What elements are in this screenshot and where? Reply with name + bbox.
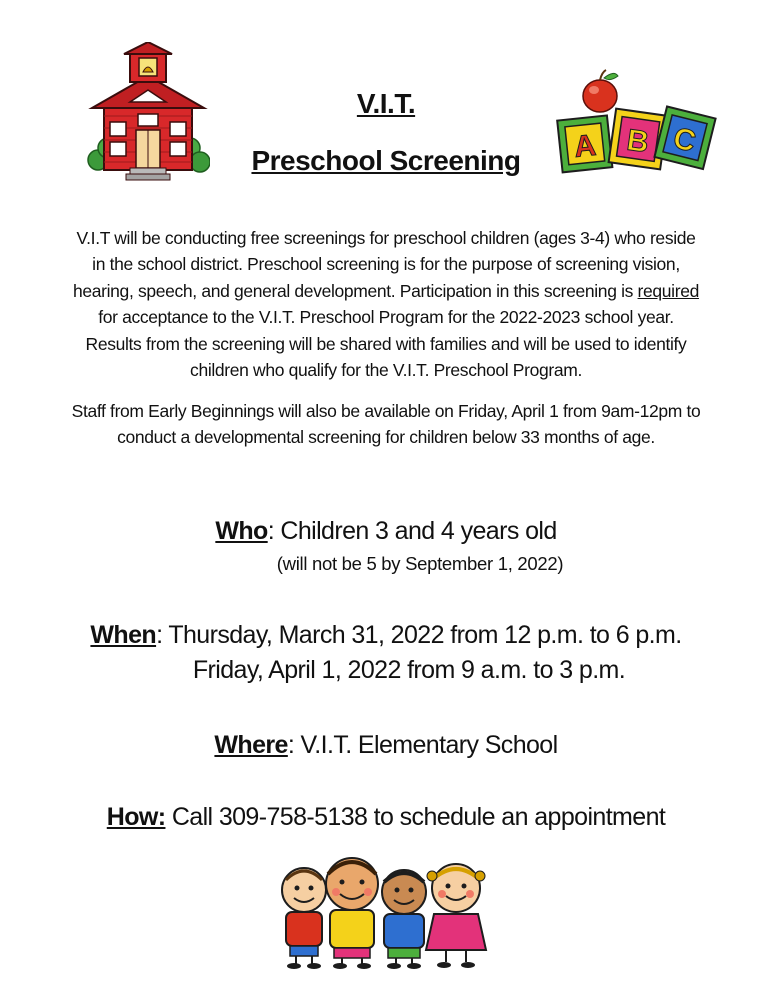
how-value: Call 309-758-5138 to schedule an appointment (165, 803, 666, 831)
when-line-2: Friday, April 1, 2022 from 9 a.m. to 3 p.m. (192, 656, 626, 684)
svg-text:B: B (624, 123, 651, 160)
intro-text-end: for acceptance to the V.I.T. Preschool Program for the 2022-2023 school year. Results from the screening will be shared with families and will be used to identify children who qualify for the V.I.T. Preschool Program. (85, 307, 687, 381)
when-label: When (90, 621, 157, 649)
where-label: Where (214, 731, 288, 759)
svg-text:A: A (572, 128, 598, 164)
who-label: Who (215, 517, 268, 545)
child-red-shirt-icon (282, 868, 326, 969)
who-value: : Children 3 and 4 years old (267, 517, 557, 545)
required-word: required (637, 280, 699, 301)
who-line (0, 517, 772, 546)
child-pink-shirt-icon (426, 864, 486, 968)
child-yellow-shirt-icon (326, 858, 378, 969)
title-line-2: Preschool Screening (251, 145, 521, 176)
child-blue-shirt-icon (382, 870, 426, 969)
when-line-1 (0, 621, 772, 650)
who-note: (will not be 5 by September 1, 2022) (276, 553, 564, 574)
when-value-1: : Thursday, March 31, 2022 from 12 p.m. to 6 p.m. (156, 621, 682, 649)
title-line-1: V.I.T. (356, 88, 416, 119)
intro-text-start: V.I.T will be conducting free screenings for preschool children (ages 3-4) who reside in the school district. Preschool screening is for the purpose of screening vision, hearing, speech, and general development. Participation in this screening is (73, 228, 696, 301)
how-line (0, 803, 772, 832)
where-line (0, 731, 772, 760)
early-beginnings-paragraph: Staff from Early Beginnings will also be available on Friday, April 1 from 9am-12pm to conduct a developmental screening for children below 33 months of age. (71, 401, 701, 448)
how-label: How: (106, 803, 166, 831)
where-value: : V.I.T. Elementary School (287, 731, 558, 759)
intro-paragraph (70, 225, 702, 383)
children-group-icon (272, 852, 504, 970)
svg-text:C: C (669, 121, 699, 159)
